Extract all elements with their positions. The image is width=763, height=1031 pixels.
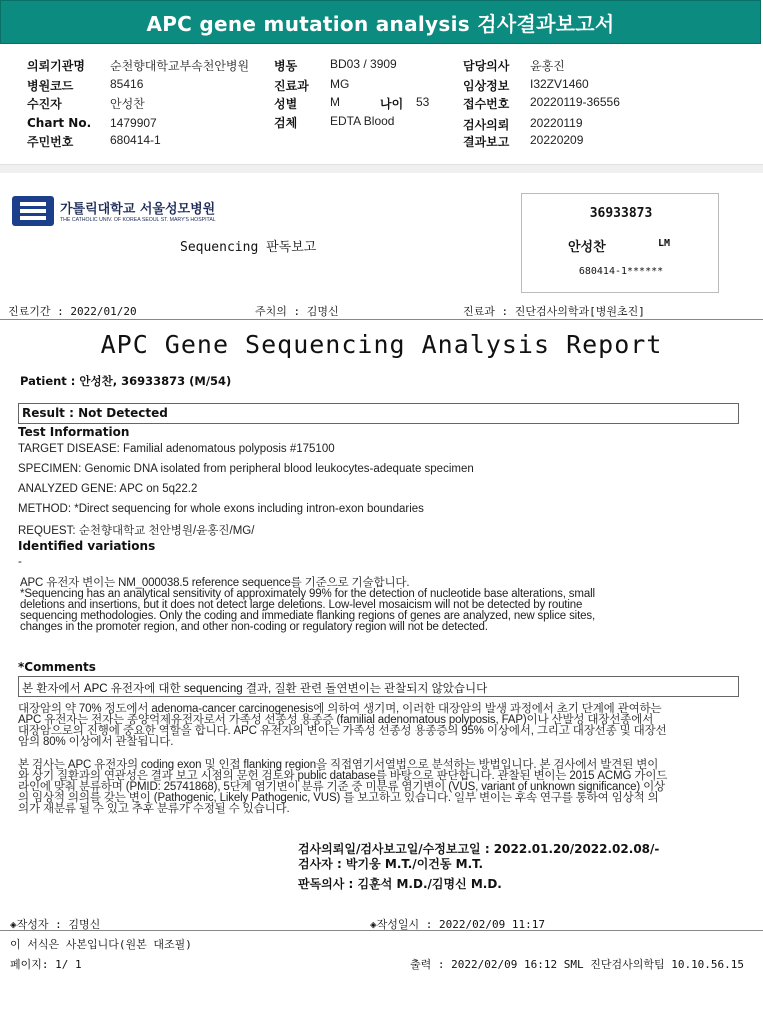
document-type-label: Sequencing 판독보고 (180, 240, 317, 255)
meta-label: 의뢰기관명 (27, 59, 85, 73)
patient-meta-grid (0, 55, 763, 155)
comment-summary: 본 환자에서 APC 유전자에 대한 sequencing 결과, 질환 관련 돌연변이는 관찰되지 않았습니다 (22, 683, 488, 695)
meta-value: 20220209 (530, 133, 584, 147)
divider-line (0, 930, 763, 931)
meta-label: Chart No. (27, 116, 92, 130)
meta-value: MG (330, 77, 350, 91)
patient-id-tag: LM (658, 238, 671, 249)
section-divider (0, 164, 763, 173)
test-info-line: TARGET DISEASE: Familial adenomatous polyposis #175100 (18, 443, 335, 455)
meta-value: 순천향대학교부속천안병원 (110, 59, 250, 73)
comments-heading: *Comments (18, 660, 96, 674)
meta-value: 1479907 (110, 116, 157, 130)
print-info: 출력 : 2022/02/09 16:12 SML 진단검사의학팀 10.10.56.15 (410, 958, 745, 971)
patient-summary: Patient : 안성찬, 36933873 (M/54) (20, 374, 232, 388)
meta-label: 병원코드 (27, 79, 74, 93)
comment-paragraph (18, 704, 740, 748)
report-header-bar (0, 0, 761, 44)
meta-value: BD03 / 3909 (330, 57, 397, 71)
meta-label: 성별 (274, 97, 298, 111)
meta-label: 병동 (274, 59, 298, 73)
attending-doctor: 주치의 : 김명신 (255, 305, 339, 318)
note-line: changes in the promoter region, and other non-coding or regulatory region will not be detected. (20, 621, 488, 633)
comment-line: APC 유전자는 전자는 종양억제유전자로서 가족성 선종성 용종증 (familial adenomatous polyposis, FAP)이나 산발성 대장선종에서 (18, 714, 654, 726)
test-info-line: SPECIMEN: Genomic DNA isolated from peripheral blood leukocytes-adequate specimen (18, 463, 474, 475)
meta-label: 나이 (380, 97, 404, 111)
page-number: 페이지: 1/ 1 (10, 958, 82, 971)
meta-value: 680414-1 (110, 133, 161, 147)
meta-label: 접수번호 (463, 97, 510, 111)
meta-label: 검사의뢰 (463, 118, 510, 132)
report-header-title: APC gene mutation analysis 검사결과보고서 (146, 11, 615, 36)
comment-paragraph (18, 760, 740, 815)
meta-label: 수진자 (27, 97, 62, 111)
comment-line: 암의 80% 이상에서 관찰됩니다. (18, 736, 174, 748)
department: 진료과 : 진단검사의학과[병원초진] (463, 305, 645, 318)
meta-label: 결과보고 (463, 135, 510, 149)
meta-value: 안성찬 (110, 97, 145, 111)
variations-heading: Identified variations (18, 539, 156, 553)
comment-line: 의가 재분류 될 수 있고 추후 분류가 수정될 수 있습니다. (18, 803, 290, 815)
patient-id-box (521, 193, 719, 293)
comment-line: 대장암의 약 70% 정도에서 adenoma-cancer carcinogenesis에 의하여 생기며, 이러한 대장암의 발생 과정에서 초기 단계에 관여하는 (18, 703, 662, 715)
comment-line: 의 임상적 의의를 갖는 변이 (Pathogenic, Likely Pathogenic, VUS) 를 보고하고 있습니다. 일부 변이는 후속 연구를 통하여 임상적 의 (18, 792, 659, 804)
meta-value: 85416 (110, 77, 144, 91)
hospital-subname: THE CATHOLIC UNIV. OF KOREA SEOUL ST. MARY'S HOSPITAL (60, 217, 216, 223)
result-box (18, 403, 739, 424)
meta-value: I32ZV1460 (530, 77, 589, 91)
written-datetime: ◈작성일시 : 2022/02/09 11:17 (370, 918, 545, 931)
meta-value: EDTA Blood (330, 114, 395, 128)
meta-value: 53 (416, 95, 430, 109)
patient-id-number: 36933873 (589, 206, 653, 221)
meta-label: 임상정보 (463, 79, 510, 93)
test-info-line: REQUEST: 순천향대학교 천안병원/윤홍진/MG/ (18, 525, 255, 537)
meta-value: 20220119-36556 (530, 95, 620, 109)
test-info-heading: Test Information (18, 425, 130, 439)
copy-note: 이 서식은 사본입니다(원본 대조필) (10, 938, 192, 951)
meta-label: 진료과 (274, 79, 309, 93)
meta-label: 담당의사 (463, 59, 510, 73)
variations-value: - (18, 556, 22, 568)
comment-box (18, 676, 739, 697)
divider-line (0, 319, 763, 320)
note-line: sequencing methodologies. Only the coding and immediate flanking regions of genes are analyzed, new splice sites, (20, 610, 596, 622)
meta-label: 주민번호 (27, 135, 74, 149)
meta-label: 검체 (274, 116, 298, 130)
report-dates: 검사의뢰일/검사보고일/수정보고일 : 2022.01.20/2022.02.08/- (298, 842, 660, 856)
report-title: APC Gene Sequencing Analysis Report (100, 330, 663, 359)
reading-doctors: 판독의사 : 김훈석 M.D./김명신 M.D. (298, 877, 502, 891)
method-notes (20, 578, 742, 633)
meta-value: 윤홍진 (530, 59, 565, 73)
testers: 검사자 : 박기웅 M.T./이건동 M.T. (298, 857, 484, 871)
hospital-name: 가톨릭대학교 서울성모병원 (60, 202, 216, 217)
test-info-line: ANALYZED GENE: APC on 5q22.2 (18, 483, 198, 495)
meta-value: M (330, 95, 340, 109)
comment-line: 라인에 맞춰 분류하며 (PMID: 25741868), 5단계 염기변이 분류 기준 중 미분류 염기변이 (VUS, variant of unknown significance) 이상 (18, 781, 666, 793)
hospital-emblem-icon (12, 196, 54, 226)
comment-line: 본 검사는 APC 유전자의 coding exon 및 인접 flanking region을 직접염기서열법으로 분석하는 방법입니다. 본 검사에서 발견된 변이 (18, 759, 659, 771)
patient-id-name: 안성찬 (568, 240, 606, 255)
test-info-line: METHOD: *Direct sequencing for whole exons including intron-exon boundaries (18, 503, 424, 515)
note-line: deletions and insertions, but it does not detect large deletions. Low-level mosaicism will not be detected by routine (20, 599, 583, 611)
comment-line: 대장암으로의 진행에 중요한 역할을 합니다. APC 유전자의 변이는 가족성 선종성 용종증의 95% 이상에서, 그리고 대장선종 및 대장선 (18, 725, 667, 737)
comment-line: 와 상기 질환과의 연관성은 결과 보고 시점의 문헌 검토와 public database를 바탕으로 판단합니다. 관찰된 변이는 2015 ACMG 가이드 (18, 770, 668, 782)
note-line: APC 유전자 변이는 NM_000038.5 reference sequence를 기준으로 기술합니다. (20, 577, 410, 589)
result-text: Result : Not Detected (22, 406, 168, 420)
author: ◈작성자 : 김명신 (10, 918, 101, 931)
meta-value: 20220119 (530, 116, 583, 130)
note-line: *Sequencing has an analytical sensitivity of approximately 99% for the detection of nucleotide base alterations, small (20, 588, 595, 600)
patient-id-rrn: 680414-1****** (578, 266, 664, 277)
visit-date: 진료기간 : 2022/01/20 (8, 305, 137, 318)
hospital-logo (12, 196, 242, 232)
